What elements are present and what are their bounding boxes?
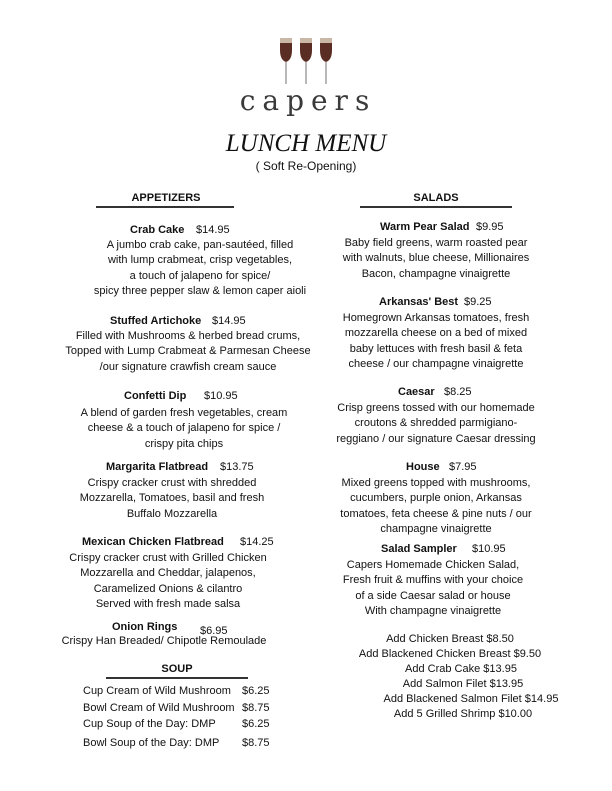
desc-line: Crispy cracker crust with shredded <box>87 477 257 489</box>
confetti-dip-description <box>4 406 364 452</box>
desc-line: Capers Homemade Chicken Salad, <box>346 559 520 571</box>
desc-line: baby lettuces with fresh basil & feta <box>349 342 523 355</box>
addon-line: Add Salmon Filet $13.95 <box>402 678 524 690</box>
addon-line: Add Blackened Chicken Breast $9.50 <box>358 648 542 660</box>
soup-name: Bowl Cream of Wild Mushroom <box>83 702 235 714</box>
desc-line: Bacon, champagne vinaigrette <box>361 267 511 280</box>
item-name: Margarita Flatbread <box>106 461 209 473</box>
salads-rule <box>360 206 512 208</box>
addon-line: Add Crab Cake $13.95 <box>405 663 517 675</box>
desc-line: spicy three pepper slaw & lemon caper aioli <box>93 284 307 297</box>
desc-line: Fresh fruit & muffins with your choice <box>342 574 524 587</box>
item-price: $14.25 <box>240 536 274 548</box>
desc-line: croutons & shredded parmigiano- <box>354 417 518 430</box>
desc-line: reggiano / our signature Caesar dressing <box>336 432 536 445</box>
onion-rings-description <box>0 634 344 649</box>
desc-line: cheese & a touch of jalapeno for spice / <box>87 422 281 435</box>
soup-name: Cup Soup of the Day: DMP <box>83 718 216 730</box>
item-price: $6.95 <box>200 625 228 637</box>
desc-line: Crispy cracker crust with Grilled Chicken <box>69 552 267 564</box>
addon-line: Add Chicken Breast $8.50 <box>386 633 514 645</box>
desc-line: Filled with Mushrooms & herbed bread crums, <box>75 330 301 342</box>
desc-line: champagne vinaigrette <box>380 522 492 535</box>
logo-wordmark: capers <box>239 84 377 117</box>
item-price: $14.95 <box>212 315 246 327</box>
item-name: Onion Rings <box>112 621 178 633</box>
salads-heading: SALADS <box>413 192 459 204</box>
desc-line: Mozzarella, Tomatoes, basil and fresh <box>79 492 265 505</box>
item-price: $8.25 <box>444 386 472 398</box>
desc-line: a touch of jalapeno for spice/ <box>129 269 271 282</box>
caesar-description <box>326 401 546 447</box>
desc-line: cheese / our champagne vinaigrette <box>348 357 524 370</box>
desc-line: Caramelized Onions & cilantro <box>93 582 243 595</box>
desc-line: with walnuts, blue cheese, Millionaires <box>342 252 530 265</box>
addon-line: Add 5 Grilled Shrimp $10.00 <box>393 708 533 720</box>
item-name: Salad Sampler <box>381 543 457 555</box>
desc-line: of a side Caesar salad or house <box>355 589 511 602</box>
item-price: $9.25 <box>464 296 492 308</box>
item-name: House <box>406 461 440 473</box>
desc-line: tomatoes, feta cheese & pine nuts / our <box>340 507 532 520</box>
margarita-flatbread-description <box>0 476 352 522</box>
desc-line: Baby field greens, warm roasted pear <box>344 237 528 249</box>
soup-name: Cup Cream of Wild Mushroom <box>83 685 231 697</box>
item-price: $14.95 <box>196 224 230 236</box>
soup-price: $6.25 <box>242 685 270 697</box>
soup-price: $8.75 <box>242 737 270 749</box>
desc-line: Buffalo Mozzarella <box>126 507 218 520</box>
item-price: $9.95 <box>476 221 504 233</box>
item-name: Confetti Dip <box>124 390 187 402</box>
desc-line: Mozzarella and Cheddar, jalapenos, <box>80 567 256 580</box>
desc-line: Served with fresh made salsa <box>95 597 241 610</box>
soup-heading: SOUP <box>161 663 193 675</box>
page-title: LUNCH MENU <box>225 130 387 157</box>
appetizers-rule <box>96 206 234 208</box>
appetizers-heading: APPETIZERS <box>131 192 201 204</box>
salad-addons <box>330 632 570 722</box>
desc-line: /our signature crawfish cream sauce <box>99 360 277 373</box>
arkansas-best-description <box>326 311 546 372</box>
item-name: Mexican Chicken Flatbread <box>82 536 224 548</box>
item-name: Arkansas' Best <box>379 296 459 308</box>
item-name: Warm Pear Salad <box>380 221 470 233</box>
warm-pear-salad-description <box>326 236 546 282</box>
item-name: Caesar <box>398 386 435 398</box>
desc-line: A blend of garden fresh vegetables, cream <box>80 407 288 419</box>
desc-line: mozzarella cheese on a bed of mixed <box>344 327 528 340</box>
desc-line: With champagne vinaigrette <box>364 604 502 617</box>
desc-line: Crisp greens tossed with our homemade <box>337 402 535 414</box>
item-price: $10.95 <box>472 543 506 555</box>
desc-line: with lump crabmeat, crisp vegetables, <box>107 254 293 267</box>
soup-price: $6.25 <box>242 718 270 730</box>
soup-rule <box>106 677 248 679</box>
page-subtitle: ( Soft Re-Opening) <box>255 159 357 173</box>
stuffed-artichoke-description <box>8 329 368 375</box>
desc-line: A jumbo crab cake, pan-sautéed, filled <box>106 239 294 251</box>
item-name: Stuffed Artichoke <box>110 315 202 327</box>
desc-line: Topped with Lump Crabmeat & Parmesan Cheese <box>65 345 311 358</box>
item-price: $10.95 <box>204 390 238 402</box>
item-price: $7.95 <box>449 461 477 473</box>
addon-line: Add Blackened Salmon Filet $14.95 <box>383 693 559 705</box>
mexican-chicken-flatbread-description <box>0 551 348 612</box>
desc-line: Mixed greens topped with mushrooms, <box>341 477 531 489</box>
item-price: $13.75 <box>220 461 254 473</box>
desc-line: Crispy Han Breaded/ Chipotle Remoulade <box>61 635 267 647</box>
soup-price: $8.75 <box>242 702 270 714</box>
house-description <box>326 476 546 537</box>
desc-line: Homegrown Arkansas tomatoes, fresh <box>342 312 530 324</box>
item-name: Crab Cake <box>130 224 185 236</box>
soup-name: Bowl Soup of the Day: DMP <box>83 737 220 749</box>
desc-line: cucumbers, purple onion, Arkansas <box>350 492 522 505</box>
salad-sampler-description <box>320 558 546 619</box>
desc-line: crispy pita chips <box>144 437 224 450</box>
